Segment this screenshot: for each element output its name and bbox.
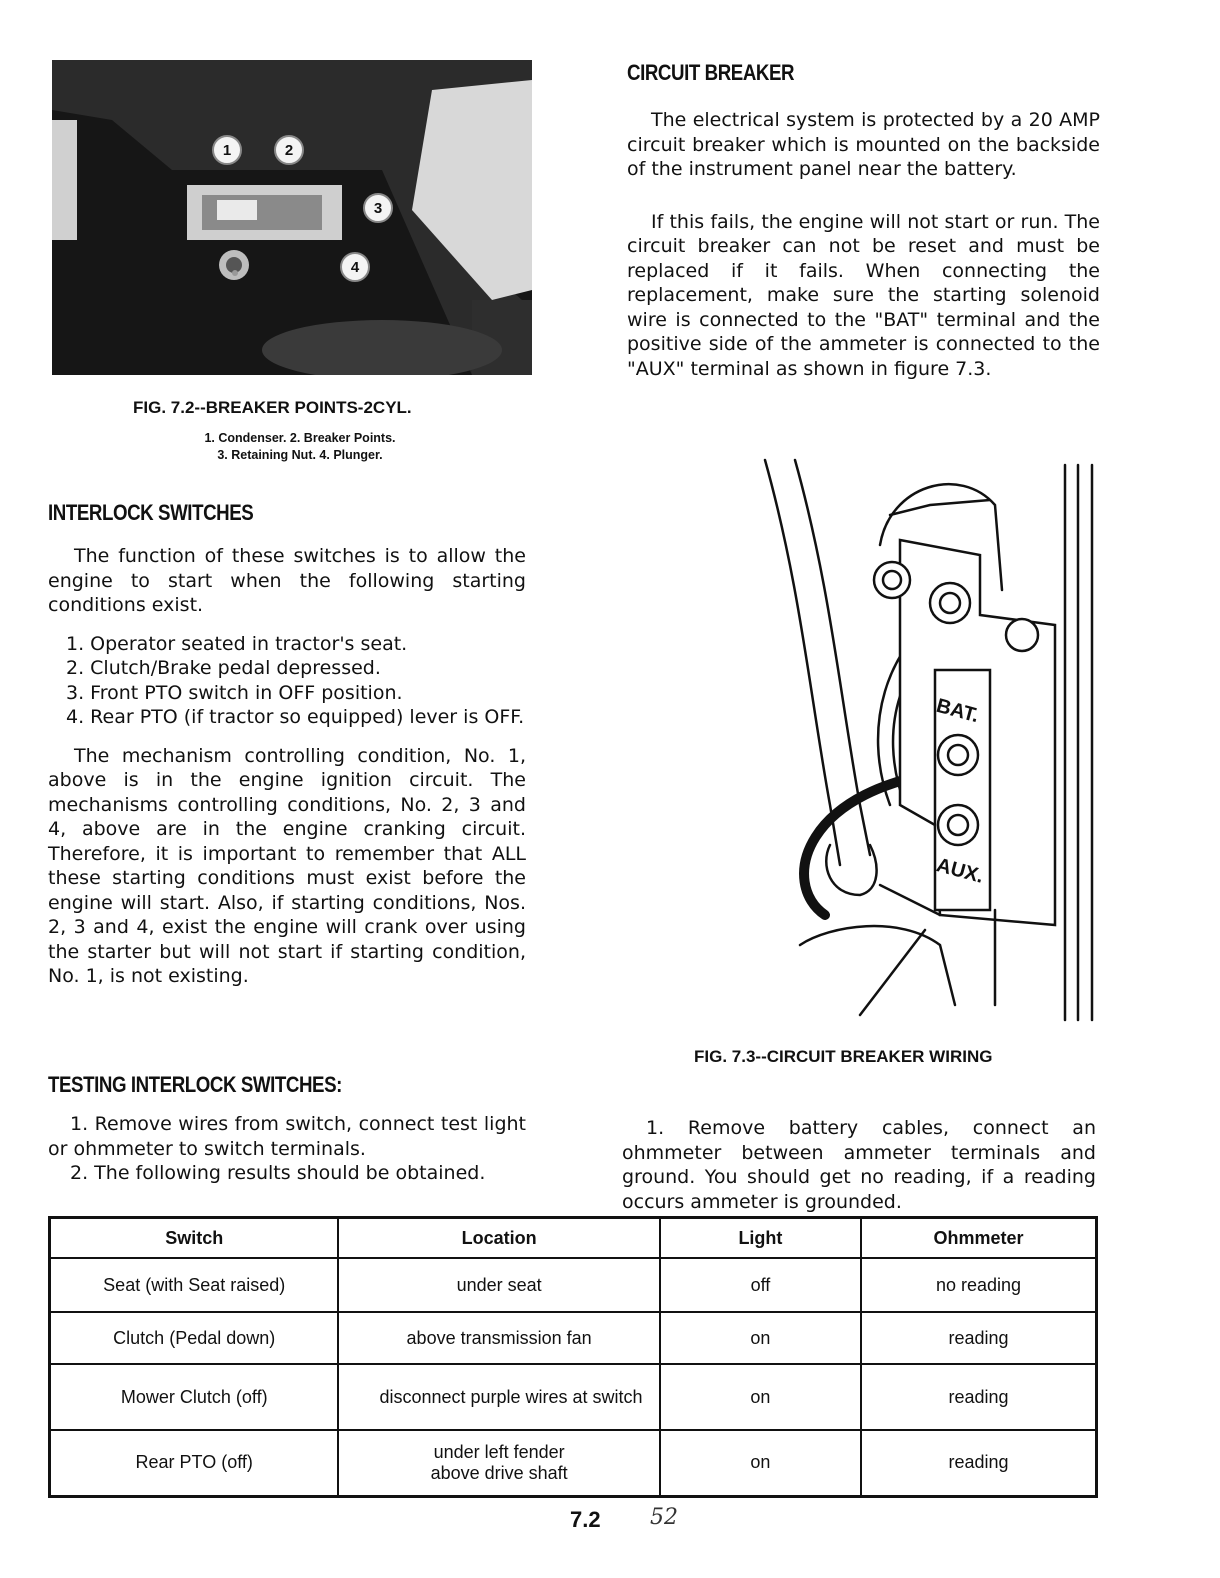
cell-location: disconnect purple wires at switch	[338, 1364, 659, 1430]
figure-marker-3: 3	[363, 193, 393, 223]
cell-ohmmeter: reading	[861, 1430, 1096, 1496]
cell-light: on	[660, 1364, 861, 1430]
figure-marker-4: 4	[340, 252, 370, 282]
circuit-breaker-test-step	[622, 1116, 1096, 1214]
handwritten-page-note: 52	[650, 1505, 678, 1530]
testing-heading: TESTING INTERLOCK SWITCHES:	[48, 1072, 342, 1097]
cell-location: under seat	[338, 1258, 659, 1312]
cell-ohmmeter: no reading	[861, 1258, 1096, 1312]
cell-switch: Clutch (Pedal down)	[50, 1312, 339, 1364]
page-number: 7.2	[570, 1507, 601, 1532]
circuit-breaker-illustration	[740, 445, 1110, 1025]
interlock-heading: INTERLOCK SWITCHES	[48, 500, 254, 525]
circuit-breaker-drawing	[740, 445, 1110, 1025]
column-header-ohmmeter: Ohmmeter	[861, 1218, 1096, 1259]
column-header-switch: Switch	[50, 1218, 339, 1259]
figure-marker-1: 1	[212, 135, 242, 165]
condition-item: 2. Clutch/Brake pedal depressed.	[66, 657, 381, 679]
figure-72-caption: FIG. 7.2--BREAKER POINTS-2CYL.	[133, 398, 412, 417]
testing-step-1: 1. Remove wires from switch, connect test light or ohmmeter to switch terminals.	[48, 1113, 526, 1160]
breaker-points-illustration	[52, 60, 532, 375]
table-row	[50, 1258, 1097, 1312]
cell-location: above transmission fan	[338, 1312, 659, 1364]
aux-terminal-label: AUX.	[934, 854, 986, 888]
condition-item: 3. Front PTO switch in OFF position.	[66, 681, 403, 704]
column-header-light: Light	[660, 1218, 861, 1259]
interlock-intro: The function of these switches is to allow the engine to start when the following starting conditions exist.	[48, 545, 526, 616]
interlock-paragraph: The mechanism controlling condition, No. 1, above is in the engine ignition circuit. The mechanisms controlling conditions, No. 2, 3 and 4, above are in the engine cranking circuit. Therefore, it is important to remember that ALL these starting conditions must exist before the engine will start. Also, if starting conditions, Nos. 2, 3 and 4, exist the engine will crank over using the starter but will not start if starting condition, No. 1, is not existing.	[48, 744, 526, 987]
cell-switch: Mower Clutch (off)	[50, 1364, 339, 1430]
figure-73-caption: FIG. 7.3--CIRCUIT BREAKER WIRING	[694, 1047, 993, 1066]
testing-steps	[48, 1112, 526, 1186]
cell-ohmmeter: reading	[861, 1364, 1096, 1430]
breaker-points-photo	[52, 60, 532, 375]
interlock-test-table	[48, 1216, 1098, 1498]
interlock-conditions	[66, 632, 526, 730]
cell-light: on	[660, 1430, 861, 1496]
circuit-breaker-step-1: 1. Remove battery cables, connect an ohmmeter between ammeter terminals and ground. You should get no reading, if a reading occurs ammeter is grounded.	[622, 1117, 1096, 1213]
table-row	[50, 1312, 1097, 1364]
circuit-breaker-para-2: If this fails, the engine will not start or run. The circuit breaker can not be reset and must be replaced if it fails. When connecting the replacement, make sure the starting solenoid wire is connected to the "BAT" terminal and the positive side of the ammeter is connected to the "AUX" terminal as shown in figure 7.3.	[627, 210, 1100, 380]
testing-step-2: 2. The following results should be obtained.	[70, 1162, 486, 1184]
cell-light: off	[660, 1258, 861, 1312]
bat-terminal-label: BAT.	[934, 694, 982, 728]
table-header-row	[50, 1218, 1097, 1259]
circuit-breaker-section	[627, 108, 1100, 381]
figure-marker-2: 2	[274, 135, 304, 165]
interlock-section	[48, 544, 526, 989]
cell-location: under left fender above drive shaft	[338, 1430, 659, 1496]
condition-item: 1. Operator seated in tractor's seat.	[66, 632, 408, 655]
cell-switch: Rear PTO (off)	[50, 1430, 339, 1496]
figure-72-legend-line2: 3. Retaining Nut. 4. Plunger.	[217, 448, 383, 462]
cell-light: on	[660, 1312, 861, 1364]
cell-ohmmeter: reading	[861, 1312, 1096, 1364]
figure-72-legend-line1: 1. Condenser. 2. Breaker Points.	[204, 431, 396, 445]
column-header-location: Location	[338, 1218, 659, 1259]
figure-72-legend	[160, 430, 440, 464]
condition-item: 4. Rear PTO (if tractor so equipped) lever is OFF.	[66, 706, 525, 728]
circuit-breaker-heading: CIRCUIT BREAKER	[627, 60, 795, 85]
circuit-breaker-para-1: The electrical system is protected by a 20 AMP circuit breaker which is mounted on the backside of the instrument panel near the battery.	[627, 109, 1100, 180]
cell-switch: Seat (with Seat raised)	[50, 1258, 339, 1312]
table-row	[50, 1430, 1097, 1496]
table-row	[50, 1364, 1097, 1430]
